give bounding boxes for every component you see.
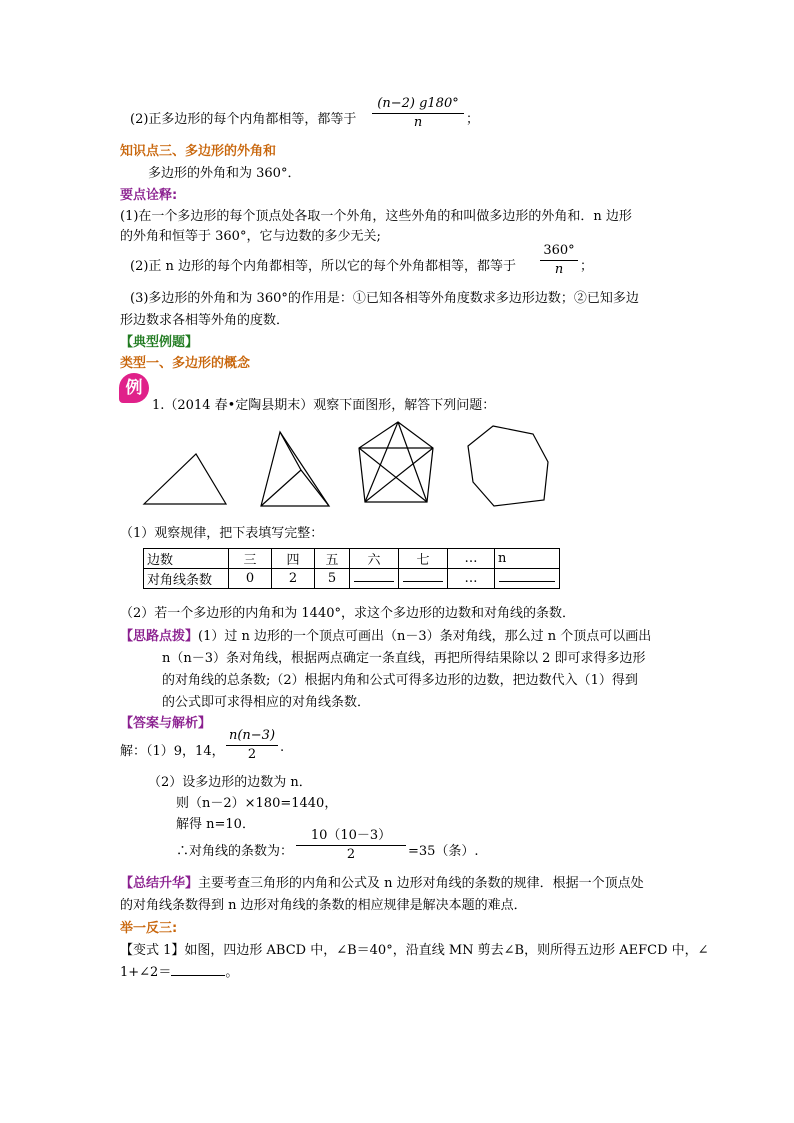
interior-angle-fraction xyxy=(372,96,464,131)
fraction-numerator: (n−2) g180° xyxy=(377,96,459,111)
answer-blank[interactable] xyxy=(171,975,225,976)
k3-point2: (2)正 n 边形的每个内角都相等，所以它的每个外角都相等，都等于 xyxy=(130,259,517,274)
practice-text-end: 。 xyxy=(225,965,239,980)
blank-cell-hexagon[interactable] xyxy=(350,569,399,589)
quadrilateral-shape xyxy=(261,432,329,506)
thought-text: (1）过 n 边形的一个顶点可画出（n－3）条对角线，那么过 n 个顶点可以画出 xyxy=(198,629,652,644)
table-cell: 五 xyxy=(315,549,350,569)
fraction-bar xyxy=(540,260,578,261)
badge-text: 例 xyxy=(125,378,143,398)
k3-point1-line1: (1)在一个多边形的每个顶点处各取一个外角，这些外角的和叫做多边形的外角和．n 边形 xyxy=(120,209,632,224)
diagonal-formula-fraction xyxy=(226,728,278,763)
regular-polygon-angle-line xyxy=(130,108,356,127)
line-end: . xyxy=(280,740,285,755)
table-cell: … xyxy=(448,569,495,589)
table-row xyxy=(144,569,560,589)
table-cell: 2 xyxy=(272,569,315,589)
thought-line1 xyxy=(120,625,651,644)
summary-line1 xyxy=(120,872,644,891)
typical-examples-heading: 【典型例题】 xyxy=(120,335,199,350)
thought-label: 【思路点拨】 xyxy=(120,629,199,644)
solution-part2-line3: 解得 n=10． xyxy=(176,817,255,832)
fraction-denominator: 2 xyxy=(346,847,356,862)
blank-cell-heptagon[interactable] xyxy=(399,569,448,589)
fraction-bar xyxy=(372,113,464,114)
practice-heading: 举一反三: xyxy=(120,921,178,936)
triangle-shape xyxy=(144,454,226,504)
summary-line2: 的对角线条数得到 n 边形对角线的条数的相应规律是解决本题的难点． xyxy=(120,898,527,913)
heptagon-shape xyxy=(468,426,548,506)
summary-label: 【总结升华】 xyxy=(120,876,199,891)
thought-line4: 的公式即可求得相应的对角线条数． xyxy=(162,695,371,710)
table-cell: 三 xyxy=(229,549,272,569)
question1-part1: （1）观察规律，把下表填写完整： xyxy=(120,526,324,541)
polygons-figure xyxy=(130,412,570,512)
fraction-denominator: n xyxy=(413,115,423,130)
thought-line3: 的对角线的总条数;（2）根据内角和公式可得多边形的边数，把边数代入（1）得到 xyxy=(162,673,638,688)
practice-text: 1+∠2＝ xyxy=(120,965,172,980)
table-cell: 边数 xyxy=(144,549,229,569)
answer-label: 【答案与解析】 xyxy=(120,716,212,731)
solution-part2-line2: 则（n－2）×180=1440， xyxy=(176,796,338,811)
pentagon-shape xyxy=(359,422,433,502)
k3-point3-line1: (3)多边形的外角和为 360°的作用是：①已知各相等外角度数求多边形边数；②已知多边 xyxy=(130,291,639,306)
key-points-heading: 要点诠释: xyxy=(120,188,178,203)
table-cell: n xyxy=(495,549,560,569)
table-cell: 对角线条数 xyxy=(144,569,229,589)
table-cell: 四 xyxy=(272,549,315,569)
fraction-numerator: n(n−3) xyxy=(228,728,276,743)
line-end: ； xyxy=(580,259,594,274)
fraction-denominator: n xyxy=(554,262,564,277)
type1-heading: 类型一、多边形的概念 xyxy=(120,356,251,371)
solution-part2-line4: ∴对角线的条数为： xyxy=(176,844,294,859)
example-badge-icon xyxy=(119,373,149,403)
thought-line2: n（n－3）条对角线，根据两点确定一条直线，再把所得结果除以 2 即可求得多边形 xyxy=(162,651,646,666)
table-cell: 5 xyxy=(315,569,350,589)
line-end: =35（条）. xyxy=(408,844,479,859)
table-row xyxy=(144,549,560,569)
fraction-bar xyxy=(226,745,278,746)
line-text: (2)正多边形的每个内角都相等，都等于 xyxy=(130,112,357,127)
diagonal-count-fraction xyxy=(296,828,406,863)
exterior-angle-fraction xyxy=(540,243,578,278)
practice-line2 xyxy=(120,961,238,980)
fraction-numerator: 10（10－3） xyxy=(310,828,392,843)
line-end: ； xyxy=(466,112,480,127)
table-cell: 六 xyxy=(350,549,399,569)
k3-heading: 知识点三、多边形的外角和 xyxy=(120,144,277,159)
k3-point1-line2: 的外角和恒等于 360°，它与边数的多少无关; xyxy=(120,229,381,244)
question1-stem: 1.（2014 春•定陶县期末）观察下面图形，解答下列问题： xyxy=(152,398,496,413)
fraction-numerator: 360° xyxy=(543,243,575,258)
solution-part2-line1: （2）设多边形的边数为 n． xyxy=(148,775,312,790)
table-cell: … xyxy=(448,549,495,569)
diagonals-table xyxy=(143,548,560,589)
fraction-denominator: 2 xyxy=(247,747,257,762)
table-cell: 0 xyxy=(229,569,272,589)
k3-statement: 多边形的外角和为 360°． xyxy=(148,166,301,181)
fraction-bar xyxy=(296,845,406,846)
summary-text: 主要考查三角形的内角和公式及 n 边形对角线的条数的规律．根据一个顶点处 xyxy=(198,876,644,891)
solution-part1: 解：（1）9，14， xyxy=(120,744,225,759)
k3-point3-line2: 形边数求各相等外角的度数． xyxy=(120,313,290,328)
table-cell: 七 xyxy=(399,549,448,569)
blank-cell-n[interactable] xyxy=(495,569,560,589)
practice-line1: 【变式 1】如图，四边形 ABCD 中，∠B＝40°，沿直线 MN 剪去∠B，则所得五边形 AEFCD 中，∠ xyxy=(120,943,709,958)
question1-part2: （2）若一个多边形的内角和为 1440°，求这个多边形的边数和对角线的条数． xyxy=(120,606,575,621)
